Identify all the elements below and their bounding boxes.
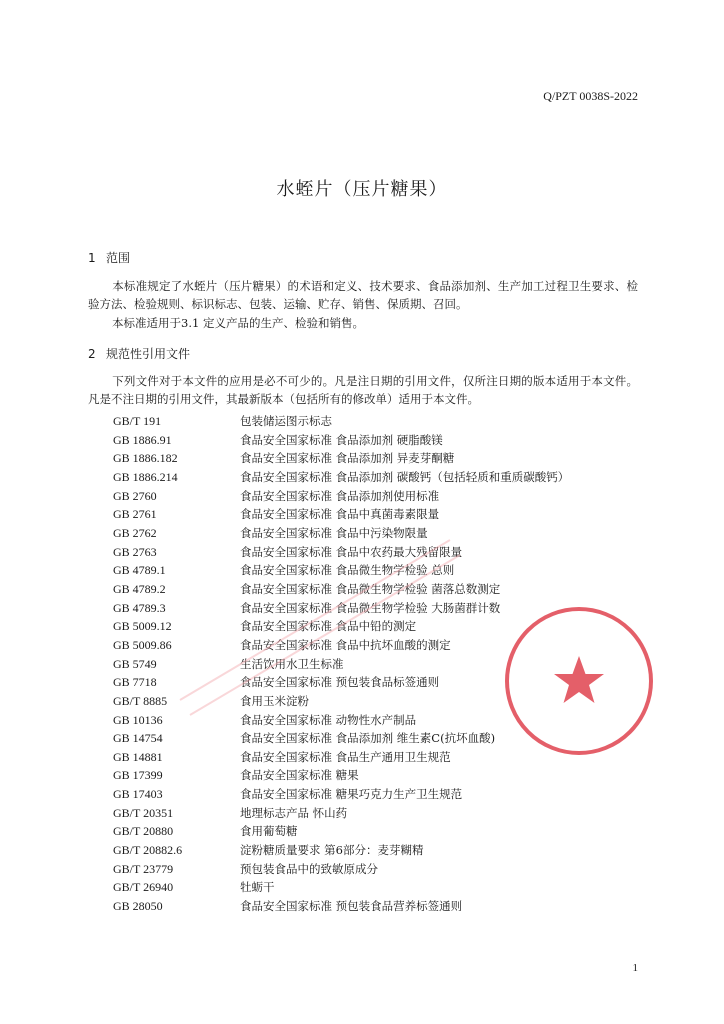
reference-title: 食品安全国家标准 食品添加剂 异麦芽酮糖 [240,451,455,466]
paragraph-text: 本标准规定了水蛭片（压片糖果）的术语和定义、技术要求、食品添加剂、生产加工过程卫生要求、检验方法、检验规则、标识标志、包装、运输、贮存、销售、保质期、召回。 [88,279,638,311]
reference-code: GB 7718 [113,675,157,690]
reference-item [113,897,569,916]
reference-item [113,561,569,580]
reference-code: GB 17399 [113,768,163,783]
company-seal-stamp [502,604,656,758]
scope-paragraph-1 [88,277,638,313]
reference-item [113,878,569,897]
reference-title: 生活饮用水卫生标准 [240,656,344,671]
reference-code: GB 4789.1 [113,563,166,578]
reference-title: 食品安全国家标准 糖果 [240,768,359,783]
reference-code: GB/T 23779 [113,861,174,876]
reference-title: 食用葡萄糖 [240,824,298,839]
reference-title: 食品安全国家标准 食品中污染物限量 [240,525,428,540]
reference-title: 食品安全国家标准 食品微生物学检验 菌落总数测定 [240,581,501,596]
reference-title: 食品安全国家标准 食品微生物学检验 大肠菌群计数 [240,600,501,615]
reference-title: 食品安全国家标准 食品中铅的测定 [240,619,417,634]
reference-title: 牡蛎干 [240,880,275,895]
reference-code: GB 2761 [113,507,157,522]
reference-item [113,766,569,785]
reference-title: 食品安全国家标准 预包装食品标签通则 [240,675,440,690]
section-heading-scope [88,249,130,266]
reference-code: GB/T 20880 [113,824,174,839]
reference-code: GB 2760 [113,488,157,503]
paragraph-text: 下列文件对于本文件的应用是必不可少的。凡是注日期的引用文件，仅所注日期的版本适用于本文件。凡是不注日期的引用文件，其最新版本（包括所有的修改单）适用于本文件。 [88,374,638,406]
reference-item [113,636,569,655]
reference-title: 食品安全国家标准 食品添加剂 碳酸钙（包括轻质和重质碳酸钙） [240,469,570,484]
reference-title: 食品安全国家标准 糖果巧克力生产卫生规范 [240,787,463,802]
reference-code: GB 2763 [113,544,157,559]
references-intro-paragraph [88,372,638,408]
section-number: 1 [88,251,96,265]
reference-title: 食品安全国家标准 食品添加剂 维生素C(抗坏血酸) [240,731,496,746]
reference-item [113,468,569,487]
reference-code: GB 17403 [113,787,163,802]
reference-item [113,543,569,562]
document-title: 水蛭片（压片糖果） [276,179,448,200]
reference-code: GB 5009.12 [113,619,172,634]
reference-item [113,748,569,767]
reference-item [113,524,569,543]
reference-list [113,412,569,916]
reference-title: 食用玉米淀粉 [240,693,309,708]
reference-code: GB 14754 [113,731,163,746]
reference-code: GB 28050 [113,899,163,914]
reference-code: GB/T 20882.6 [113,843,183,858]
reference-code: GB 4789.2 [113,581,166,596]
reference-item [113,822,569,841]
reference-item [113,599,569,618]
reference-item [113,729,569,748]
reference-title: 食品安全国家标准 动物性水产制品 [240,712,417,727]
reference-item [113,580,569,599]
section-title: 范围 [106,251,131,265]
reference-code: GB 14881 [113,749,163,764]
reference-item [113,655,569,674]
reference-title: 地理标志产品 怀山药 [240,805,348,820]
reference-item [113,449,569,468]
reference-title: 食品安全国家标准 食品中农药最大残留限量 [240,544,463,559]
document-code: Q/PZT 0038S-2022 [543,89,638,103]
reference-title: 食品安全国家标准 预包装食品营养标签通则 [240,899,463,914]
reference-title: 食品安全国家标准 食品添加剂 硬脂酸镁 [240,432,443,447]
reference-code: GB/T 8885 [113,693,168,708]
reference-item [113,841,569,860]
reference-code: GB 5009.86 [113,637,172,652]
reference-item [113,692,569,711]
reference-item [113,673,569,692]
reference-title: 食品安全国家标准 食品中抗坏血酸的测定 [240,637,451,652]
reference-item [113,711,569,730]
reference-item [113,412,569,431]
section-heading-normative-references [88,345,190,362]
reference-item [113,487,569,506]
reference-code: GB 1886.182 [113,451,178,466]
reference-code: GB/T 20351 [113,805,174,820]
reference-title: 包装储运图示标志 [240,414,332,428]
reference-item [113,804,569,823]
reference-item [113,860,569,879]
reference-item [113,617,569,636]
section-number: 2 [88,347,96,361]
reference-item [113,505,569,524]
reference-item [113,431,569,450]
reference-code: GB 5749 [113,656,157,671]
paragraph-text: 本标准适用于3.1 定义产品的生产、检验和销售。 [112,316,364,330]
reference-code: GB 1886.214 [113,469,178,484]
page-number: 1 [632,962,638,974]
reference-title: 食品安全国家标准 食品生产通用卫生规范 [240,749,451,764]
reference-code: GB 4789.3 [113,600,166,615]
section-title: 规范性引用文件 [106,347,191,361]
reference-item [113,785,569,804]
reference-code: GB/T 26940 [113,880,174,895]
reference-code: GB 1886.91 [113,432,172,447]
reference-title: 淀粉糖质量要求 第6部分：麦芽糊精 [240,843,424,858]
reference-code: GB/T 191 [113,414,162,428]
scope-paragraph-2 [88,314,638,332]
reference-title: 食品安全国家标准 食品中真菌毒素限量 [240,507,440,522]
reference-title: 预包装食品中的致敏原成分 [240,861,378,876]
reference-title: 食品安全国家标准 食品微生物学检验 总则 [240,563,455,578]
reference-code: GB 2762 [113,525,157,540]
reference-code: GB 10136 [113,712,163,727]
reference-title: 食品安全国家标准 食品添加剂使用标准 [240,488,440,503]
